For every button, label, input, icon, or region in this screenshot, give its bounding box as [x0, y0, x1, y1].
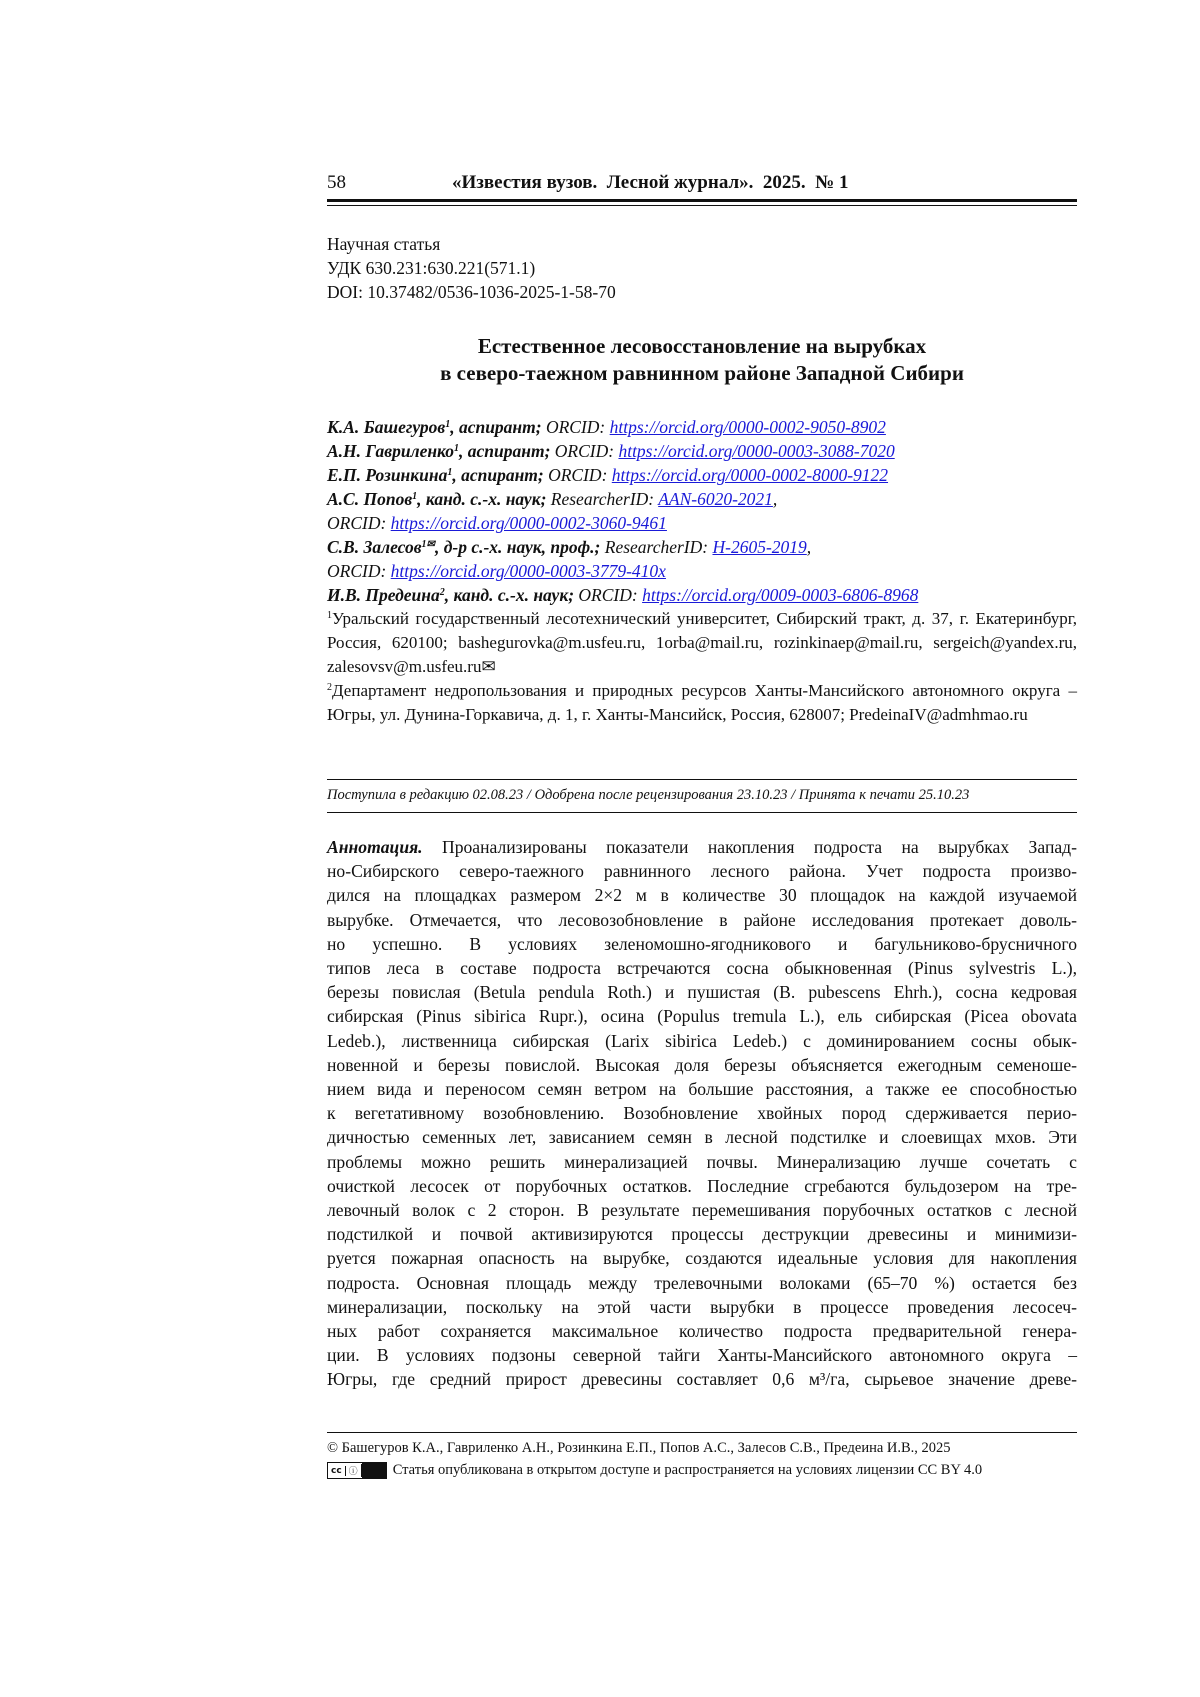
cc-icon: cc — [328, 1466, 346, 1476]
author-degree: , канд. с.-х. наук; — [417, 489, 547, 509]
author-name: С.В. Залесов — [327, 537, 422, 557]
researcherid-link[interactable]: H-2605-2019 — [712, 537, 807, 557]
authors-block — [327, 415, 1077, 727]
orcid-link[interactable]: https://orcid.org/0000-0002-8000-9122 — [611, 465, 889, 485]
affiliation-text: Департамент недропользования и природных ресурсов Ханты-Мансийского автономного округа – Югры, ул. Дунина-Горкавича, д. 1, г. Ханты-Мансийск, Россия, 628007; PredeinaIV@admhmao.ru — [327, 681, 1077, 724]
article-title — [327, 333, 1077, 387]
author-degree: , аспирант; — [459, 441, 551, 461]
abstract-line: очисткой лесосек от порубочных остатков. Последние сгребаются бульдозером на тре- — [327, 1175, 1077, 1196]
license-text: Статья опубликована в открытом доступе и распространяется на условиях лицензии CC BY 4.0 — [392, 1462, 983, 1478]
copyright-notice: © Башегуров К.А., Гавриленко А.Н., Розинкина Е.П., Попов А.С., Залесов С.В., Предеина И.В., 2025 — [327, 1440, 951, 1456]
abstract-line: ных работ сохраняется максимальное количество подроста предварительной генера- — [327, 1321, 1077, 1342]
article-type: Научная статья — [327, 234, 441, 254]
orcid-label: ORCID: — [327, 561, 391, 581]
abstract-line: подстилкой и почвой активизируются процессы деструкции древесины и минимизи- — [327, 1224, 1077, 1245]
author-name: Е.П. Розинкина — [327, 465, 448, 485]
affiliation-mark: 2 — [327, 682, 332, 693]
journal-title: «Известия вузов. Лесной журнал». 2025. № 1 — [452, 172, 849, 193]
orcid-link[interactable]: https://orcid.org/0009-0003-6806-8968 — [642, 585, 919, 605]
abstract-line: Ledeb.), лиственница сибирская (Larix sibirica Ledeb.) с доминированием сосны обык- — [327, 1030, 1077, 1051]
abstract-line: вырубке. Отмечается, что лесовозобновление в районе исследования протекает доволь- — [327, 909, 1077, 930]
abstract-line: березы повислая (Betula pendula Roth.) и пушистая (B. pubescens Ehrh.), сосна кедровая — [327, 982, 1077, 1003]
author-affiliation-mark: 1 — [454, 443, 460, 454]
author-name: И.В. Предеина — [327, 585, 440, 605]
affiliation-2 — [327, 679, 1077, 727]
orcid-label: ORCID: — [574, 585, 643, 605]
author-affiliation-mark: 1✉ — [421, 539, 435, 550]
author-line — [327, 583, 1077, 607]
researcherid-label: ResearcherID: — [600, 537, 713, 557]
researcherid-link[interactable]: AAN-6020-2021 — [658, 489, 773, 509]
author-line-continued — [327, 559, 1077, 583]
author-name: К.А. Башегуров — [327, 417, 446, 437]
abstract-line: левочный волок с 2 сторон. В результате перемешивания порубочных остатков с лесной — [327, 1200, 1077, 1221]
abstract-line: типов леса в составе подроста встречаются сосна обыкновенная (Pinus sylvestris L.), — [327, 958, 1077, 979]
affiliation-text: Уральский государственный лесотехнический университет, Сибирский тракт, д. 37, г. Екатеринбург, Россия, 620100; bashegurovka@m.usfeu.ru, 1orba@mail.ru, rozinkinaep@mail.ru, sergeich@yandex.ru, zalesovsv@m.usfeu.ru✉ — [327, 609, 1077, 676]
by-icon: ⓘ — [346, 1464, 362, 1477]
orcid-label: ORCID: — [550, 441, 619, 461]
received-rule-bottom — [327, 812, 1077, 813]
author-line — [327, 463, 1077, 487]
abstract-line: проблемы можно решить минерализацией почвы. Минерализацию лучше сочетать с — [327, 1151, 1077, 1172]
author-degree: , канд. с.-х. наук; — [444, 585, 575, 605]
article-meta — [327, 232, 616, 304]
affiliation-mark: 1 — [327, 610, 332, 621]
affiliation-1 — [327, 607, 1077, 679]
abstract-line: но успешно. В условиях зеленомошно-ягодникового и багульниково-брусничного — [327, 933, 1077, 954]
author-affiliation-mark: 2 — [439, 587, 445, 598]
doi: DOI: 10.37482/0536-1036-2025-1-58-70 — [327, 282, 616, 302]
abstract-line: нием вида и переносом семян ветром на большие расстояния, а также ее способностью — [327, 1079, 1077, 1100]
affiliations — [327, 607, 1077, 727]
header-rule-thick — [327, 199, 1077, 202]
author-degree: , аспирант; — [450, 417, 542, 437]
author-name: А.С. Попов — [327, 489, 413, 509]
abstract-line: но-Сибирского северо-таежного равнинного лесного района. Учет подроста произво- — [327, 861, 1077, 882]
orcid-link[interactable]: https://orcid.org/0000-0003-3779-410x — [390, 561, 666, 581]
abstract — [327, 835, 1077, 1392]
abstract-line: дился на площадках размером 2×2 м в количестве 30 площадок на каждой изучаемой — [327, 885, 1077, 906]
abstract-line: минерализации, поскольку на этой части вырубки в процессе проведения лесосеч- — [327, 1296, 1077, 1317]
license-notice — [327, 1462, 982, 1479]
orcid-link[interactable]: https://orcid.org/0000-0002-9050-8902 — [609, 417, 886, 437]
author-line: А.С. Попов$^1$, канд. с.-х. наук; ResearcherID: AAN-6020-2021, — [327, 489, 778, 509]
author-degree: , аспирант; — [452, 465, 544, 485]
orcid-label: ORCID: — [327, 513, 391, 533]
abstract-line: ции. В условиях подзоны северной тайги Ханты-Мансийского автономного округа – — [327, 1345, 1077, 1366]
orcid-link[interactable]: https://orcid.org/0000-0002-3060-9461 — [390, 513, 667, 533]
orcid-label: ORCID: — [541, 417, 610, 437]
abstract-line: подроста. Основная площадь между трелевочными волоками (65–70 %) остается без — [327, 1272, 1077, 1293]
abstract-line: сибирская (Pinus sibirica Rupr.), осина (Populus tremula L.), ель сибирская (Picea obovata — [327, 1006, 1077, 1027]
author-affiliation-mark: 1 — [412, 491, 418, 502]
orcid-label: ORCID: — [543, 465, 612, 485]
running-header — [327, 172, 1077, 198]
footer-rule — [327, 1432, 1077, 1433]
orcid-link[interactable]: https://orcid.org/0000-0003-3088-7020 — [618, 441, 895, 461]
researcherid-label: ResearcherID: — [546, 489, 659, 509]
abstract-line: руется пожарная опасность на вырубке, создаются идеальные условия для накопления — [327, 1248, 1077, 1269]
author-line — [327, 439, 1077, 463]
author-name: А.Н. Гавриленко — [327, 441, 455, 461]
udc-code: УДК 630.231:630.221(571.1) — [327, 258, 536, 278]
license-badge-fill — [362, 1463, 386, 1478]
abstract-line: Югры, где средний прирост древесины составляет 0,6 м³/га, сырьевое значение древе- — [327, 1369, 1077, 1390]
abstract-line: к вегетативному возобновлению. Возобновление хвойных пород сдерживается перио- — [327, 1103, 1077, 1124]
header-rule-thin — [327, 205, 1077, 206]
article-title-line-1: Естественное лесовосстановление на вырубках — [477, 334, 927, 358]
page-number: 58 — [327, 172, 346, 193]
received-rule-top — [327, 779, 1077, 780]
abstract-label: Аннотация. — [327, 837, 423, 857]
author-affiliation-mark: 1 — [445, 419, 451, 430]
author-line — [327, 415, 1077, 439]
author-degree: , д-р с.-х. наук, проф.; — [434, 537, 601, 557]
abstract-line: дичностью семенных лет, зависанием семян в лесной подстилке и слоевищах мхов. Эти — [327, 1127, 1077, 1148]
author-line: С.В. Залесов$^{1✉}$, д-р с.-х. наук, проф.; ResearcherID: H-2605-2019, — [327, 537, 812, 557]
received-dates: Поступила в редакцию 02.08.23 / Одобрена после рецензирования 23.10.23 / Принята к печати 25.10.23 — [327, 787, 970, 803]
article-title-line-2: в северо-таежном равнинном районе Западной Сибири — [440, 361, 964, 385]
cc-by-license-icon[interactable] — [327, 1462, 387, 1479]
author-affiliation-mark: 1 — [447, 467, 453, 478]
author-line-continued — [327, 511, 1077, 535]
abstract-line: Аннотация. Проанализированы показатели накопления подроста на вырубках Запад- — [327, 837, 1077, 857]
abstract-line: новенной и березы повислой. Высокая доля березы объясняется ежегодным семеноше- — [327, 1054, 1077, 1075]
